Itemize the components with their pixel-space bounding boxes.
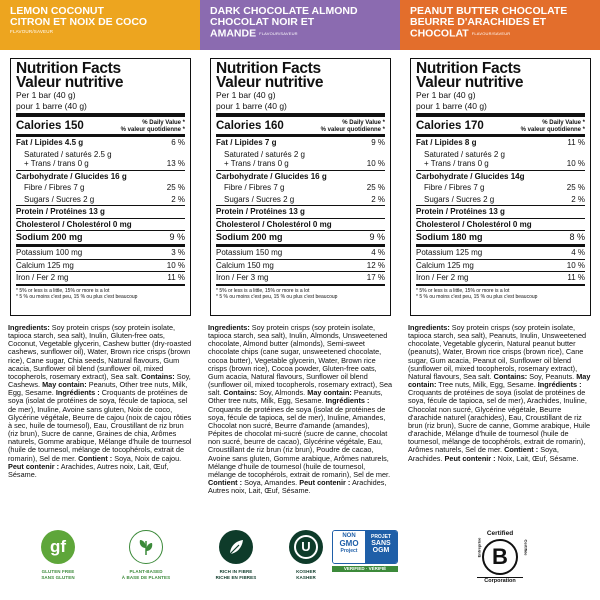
- ingredients-heading: Ingredients:: [8, 324, 50, 332]
- certification-icons: [0, 530, 200, 600]
- flavor-header: [200, 0, 400, 50]
- flavor-name-fr: BEURRE D'ARACHIDES ET CHOCOLAT FLAVOUR/SAVEUR: [410, 16, 547, 40]
- ingredients-text: [208, 324, 394, 524]
- ingredients-run: Soya, Noix de cajou.: [112, 453, 182, 463]
- certification-icons: [200, 530, 400, 600]
- flavor-header: [0, 0, 200, 50]
- nutrition-facts-title: Nutrition Facts: [416, 60, 521, 77]
- saturated-trans-row: Saturated / saturés 2 g + Trans / trans 0 g 10 %: [416, 149, 585, 171]
- daily-value-header: % Daily Value * % valeur quotidienne *: [120, 120, 185, 133]
- rich-in-fibre-icon: [219, 530, 253, 564]
- ingredients-heading: May contain:: [42, 380, 87, 390]
- plant-based-icon: [129, 530, 163, 564]
- ingredients-run: Peanuts, Other tree nuts, Milk, Egg, Sesame.: [208, 388, 383, 406]
- ingredients-run: Arachides, Autres noix, Lait, Œuf, Sésame.: [208, 477, 387, 496]
- non-gmo-project-badge: [332, 530, 400, 571]
- carbohydrate-row: Carbohydrate / Glucides 16 g: [16, 171, 127, 181]
- ingredients-run: Soy, Almonds.: [257, 388, 308, 398]
- serving-size-en: Per 1 bar (40 g): [216, 90, 276, 100]
- fat-row: Fat / Lipides 8 g 11 %: [416, 138, 585, 147]
- ingredients-text: [408, 324, 594, 524]
- ingredients-heading: Contient :: [78, 453, 113, 463]
- ingredients-text: [8, 324, 194, 524]
- protein-row: Protein / Protéines 13 g: [216, 206, 385, 219]
- sugars-row: Sugars / Sucres 2 g 2 %: [16, 194, 185, 207]
- ingredients-run: Soya, Amandes.: [242, 477, 300, 487]
- ingredients-run: Soya, Arachides.: [408, 445, 559, 463]
- ingredients-run: Soy protein crisps (soy protein isolate, tapioca starch, sea salt), Peanuts, Inulin, Unsweetened chocolate, Vegetable glycerin, Natural peanut butter (peanuts), Water, Brown rice crisps (brown rice), Cane sugar, Gum acacia, Peanut oil, Sunflower oil blend (sunflower oil, mixed tocopherols, rosemary extract), Natural flavours, Sea salt.: [408, 324, 587, 381]
- ingredients-run: Tree nuts, Milk, Egg, Sesame.: [436, 380, 538, 390]
- gluten-free-icon: gf: [41, 530, 75, 564]
- potassium-row: Potassium 150 mg 4 %: [216, 247, 385, 260]
- ingredients-run: Soy protein crisps (soy protein isolate, tapioca starch, sea salt), Inulin, Almonds, Unsweetened chocolate, Almond butter (almonds), Semi-sweet chocolate chips (cane sugar, unsweetened chocolate, cocoa butter), Vegetable glycerin, Water, Brown rice crisps (brown rice), Cocoa powder, Gluten-free oats, Gum acacia, Natural flavours, Sunflower oil blend (sunflower oil, mixed tocopherols, rosemary extract), Sea salt.: [208, 324, 393, 398]
- sodium-row: Sodium 200 mg 9 %: [216, 231, 385, 245]
- fibre-row: Fibre / Fibres 7 g 25 %: [24, 183, 185, 192]
- calcium-row: Calcium 125 mg 10 %: [16, 260, 185, 273]
- cholesterol-row: Cholesterol / Cholestérol 0 mg: [416, 219, 585, 232]
- product-panel-dark-chocolate-almond: [200, 0, 400, 600]
- serving-size-en: Per 1 bar (40 g): [16, 90, 76, 100]
- daily-value-header: % Daily Value * % valeur quotidienne *: [320, 120, 385, 133]
- serving-size-fr: pour 1 barre (40 g): [416, 100, 487, 111]
- protein-row: Protein / Protéines 13 g: [416, 206, 585, 219]
- fibre-row: Fibre / Fibres 7 g 25 %: [224, 183, 385, 192]
- calories-label: Calories 170: [416, 120, 484, 132]
- serving-size-fr: pour 1 barre (40 g): [216, 100, 287, 111]
- calcium-row: Calcium 125 mg 10 %: [416, 260, 585, 273]
- ingredients-heading: Contient :: [208, 477, 243, 487]
- calories-row: [216, 117, 385, 135]
- sodium-row: Sodium 180 mg 8 %: [416, 231, 585, 245]
- saturated-trans-row: Saturated / saturés 2 g + Trans / trans 0 g 10 %: [216, 149, 385, 171]
- ingredients-heading: Contains:: [141, 371, 175, 381]
- ingredients-heading: Ingrédients :: [325, 396, 370, 406]
- nutrition-facts-title: Nutrition Facts: [216, 60, 321, 77]
- daily-value-footnote: * 5% or less is a little, 15% or more is a lot * 5 % ou moins c'est peu, 15 % ou plus c'est beaucoup: [16, 284, 185, 300]
- carbohydrate-row: Carbohydrate / Glucides 16 g: [216, 171, 327, 181]
- sugars-row: Sugars / Sucres 2 g 2 %: [416, 194, 585, 207]
- calories-label: Calories 150: [16, 120, 84, 132]
- ingredients-heading: Ingredients:: [208, 324, 250, 332]
- ingredients-heading: Peut contenir :: [8, 461, 60, 471]
- b-corp-footer: Corporation: [484, 578, 516, 584]
- kosher-badge: U KOSHER KASHER: [266, 530, 346, 580]
- product-panel-peanut-butter-chocolate: [400, 0, 600, 600]
- fat-row: Fat / Lipides 7 g 9 %: [216, 138, 385, 147]
- nutrition-facts-title: Nutrition Facts: [16, 60, 121, 77]
- daily-value-header: % Daily Value * % valeur quotidienne *: [520, 120, 585, 133]
- protein-row: Protein / Protéines 13 g: [16, 206, 185, 219]
- saturated-trans-row: Saturated / saturés 2.5 g + Trans / trans 0 g 13 %: [16, 149, 185, 171]
- fibre-row: Fibre / Fibres 7 g 25 %: [424, 183, 585, 192]
- calories-row: [416, 117, 585, 135]
- product-panel-lemon-coconut: [0, 0, 200, 600]
- ingredients-heading: Contains:: [493, 371, 528, 381]
- ingredients-run: Croquants de protéines de soya (isolat de protéines de soya, fécule de tapioca, sel de mer), Inuline, Avoine sans gluten, Noix de coco, Glycérine végétale, Beurre de cajou (noix de cajou rôties à sec, huile de tournesol), Eau, Croustillant de riz brun (riz brun), Sucre de canne, Graines de chia, Arômes naturels, Gomme arabique, Mélange d'huile de tournesol (huile de tournesol, mélange de tocophérols, extrait de romarin), Sel de mer.: [8, 388, 192, 463]
- flavor-name-en: LEMON COCONUT: [10, 5, 104, 17]
- non-gmo-logo: NON GMO Project PROJET SANS OGM: [332, 530, 398, 564]
- ingredients-run: Soy, Cashews.: [8, 371, 191, 390]
- b-corp-icon: B: [482, 539, 518, 575]
- ingredients-run: Peanuts, Other tree nuts, Milk, Egg, Sesame.: [8, 380, 188, 398]
- ingredients-heading: Ingrédients :: [55, 388, 100, 398]
- flavor-tag: FLAVOUR/SAVEUR: [471, 31, 511, 36]
- ingredients-heading: Ingredients:: [408, 324, 450, 332]
- sodium-row: Sodium 200 mg 9 %: [16, 231, 185, 245]
- valeur-nutritive-title: Valeur nutritive: [416, 74, 524, 91]
- valeur-nutritive-title: Valeur nutritive: [216, 74, 324, 91]
- iron-row: Iron / Fer 3 mg 17 %: [216, 273, 385, 282]
- nutrition-facts-table: [410, 58, 591, 316]
- valeur-nutritive-title: Valeur nutritive: [16, 74, 124, 91]
- carbohydrate-row: Carbohydrate / Glucides 14g: [416, 171, 525, 181]
- flavor-name-en: PEANUT BUTTER CHOCOLATE: [410, 5, 568, 17]
- ingredients-run: Croquants de protéines de soya (isolat de protéines de soya, fécule de tapioca, sel de mer), Inuline, Amandes, Chocolat non sucré, Beurre d'amande (amandes), Pépites de chocolat mi-sucré (sucre de canne, chocolat non sucré, beurre de cacao), Glycérine végétale, Eau, Croustillant de riz brun (riz brun), Poudre de cacao, Avoine sans gluten, Gomme arabique, Arômes naturels, Mélange d'huile de tournesol (huile de tournesol, mélange de tocophérols, extrait de romarin), Sel de mer.: [208, 404, 391, 479]
- iron-row: Iron / Fer 2 mg 11 %: [416, 273, 585, 282]
- serving-size-en: Per 1 bar (40 g): [416, 90, 476, 100]
- flavor-header: [400, 0, 600, 50]
- ingredients-run: Soy protein crisps (soy protein isolate, tapioca starch, sea salt), Inulin, Gluten-free oats, Coconut, Vegetable glycerin, Cashew butter (dry-roasted cashews, sunflower oil), Water, Brown rice crisps (brown rice), Cane sugar, Chia seeds, Natural flavours, Gum acacia, Sunflower oil blend (sunflower oil, mixed tocopherols, rosemary extract), Sea salt.: [8, 324, 192, 381]
- flavor-name-fr: CITRON ET NOIX DE COCO: [10, 16, 148, 28]
- sugars-row: Sugars / Sucres 2 g 2 %: [216, 194, 385, 207]
- calories-label: Calories 160: [216, 120, 284, 132]
- ingredients-heading: Contains:: [223, 388, 258, 398]
- non-gmo-verified: VERIFIED · VÉRIFIÉ: [332, 566, 398, 572]
- flavor-name-fr: CHOCOLAT NOIR ET AMANDE FLAVOUR/SAVEUR: [210, 16, 315, 40]
- nutrition-facts-table: [10, 58, 191, 316]
- kosher-icon: U: [289, 530, 323, 564]
- gluten-free-badge: gf GLUTEN FREE SANS GLUTEN: [18, 530, 98, 580]
- cholesterol-row: Cholesterol / Cholestérol 0 mg: [216, 219, 385, 232]
- daily-value-footnote: * 5% or less is a little, 15% or more is a lot * 5 % ou moins c'est peu, 15 % ou plus c'est beaucoup: [416, 284, 585, 300]
- certification-icons: [400, 530, 600, 600]
- ingredients-run: Noix, Lait, Œuf, Sésame.: [495, 453, 579, 463]
- ingredients-run: Soy, Peanuts.: [527, 371, 577, 381]
- serving-size-fr: pour 1 barre (40 g): [16, 100, 87, 111]
- flavor-tag: FLAVOUR/SAVEUR: [259, 31, 298, 36]
- ingredients-heading: May contain:: [307, 388, 352, 398]
- flavor-name-en: DARK CHOCOLATE ALMOND: [210, 5, 358, 17]
- ingredients-heading: Contient :: [504, 445, 539, 455]
- iron-row: Iron / Fer 2 mg 11 %: [16, 273, 185, 282]
- ingredients-heading: Peut contenir :: [299, 477, 351, 487]
- ingredients-heading: Peut contenir :: [444, 453, 496, 463]
- calcium-row: Calcium 150 mg 12 %: [216, 260, 385, 273]
- potassium-row: Potassium 125 mg 4 %: [416, 247, 585, 260]
- plant-based-badge: PLANT-BASED À BASE DE PLANTES: [106, 530, 186, 580]
- ingredients-heading: May contain:: [408, 371, 591, 390]
- daily-value-footnote: * 5% or less is a little, 15% or more is a lot * 5 % ou moins c'est peu, 15 % ou plus c'est beaucoup: [216, 284, 385, 300]
- b-corp-title: Certified: [486, 530, 514, 537]
- cholesterol-row: Cholesterol / Cholestérol 0 mg: [16, 219, 185, 232]
- calories-row: [16, 117, 185, 135]
- b-corp-badge: Certified Entreprise B Certifiée Corporation: [470, 530, 530, 584]
- nutrition-facts-table: [210, 58, 391, 316]
- rich-in-fibre-badge: RICH IN FIBRE RICHE EN FIBRES: [200, 530, 276, 580]
- ingredients-run: Arachides, Autres noix, Lait, Œuf, Sésame.: [8, 461, 169, 479]
- potassium-row: Potassium 100 mg 3 %: [16, 247, 185, 260]
- ingredients-run: Croquants de protéines de soya (isolat de protéines de soya, fécule de tapioca, sel de mer), Arachides, Inuline, Chocolat non sucré, Glycérine végétale, Beurre d'arachide naturel (arachides), Eau, Croustillant de riz brun (riz brun), Sucre de canne, Gomme arabique, Huile d'arachide, Mélange d'huile de tournesol (huile de tournesol, mélange de tocophérols, extrait de romarin), Arômes naturels, Sel de mer.: [408, 388, 591, 455]
- fat-row: Fat / Lipides 4.5 g 6 %: [16, 138, 185, 147]
- ingredients-heading: Ingrédients :: [537, 380, 582, 390]
- flavor-tag: FLAVOUR/SAVEUR: [10, 29, 54, 34]
